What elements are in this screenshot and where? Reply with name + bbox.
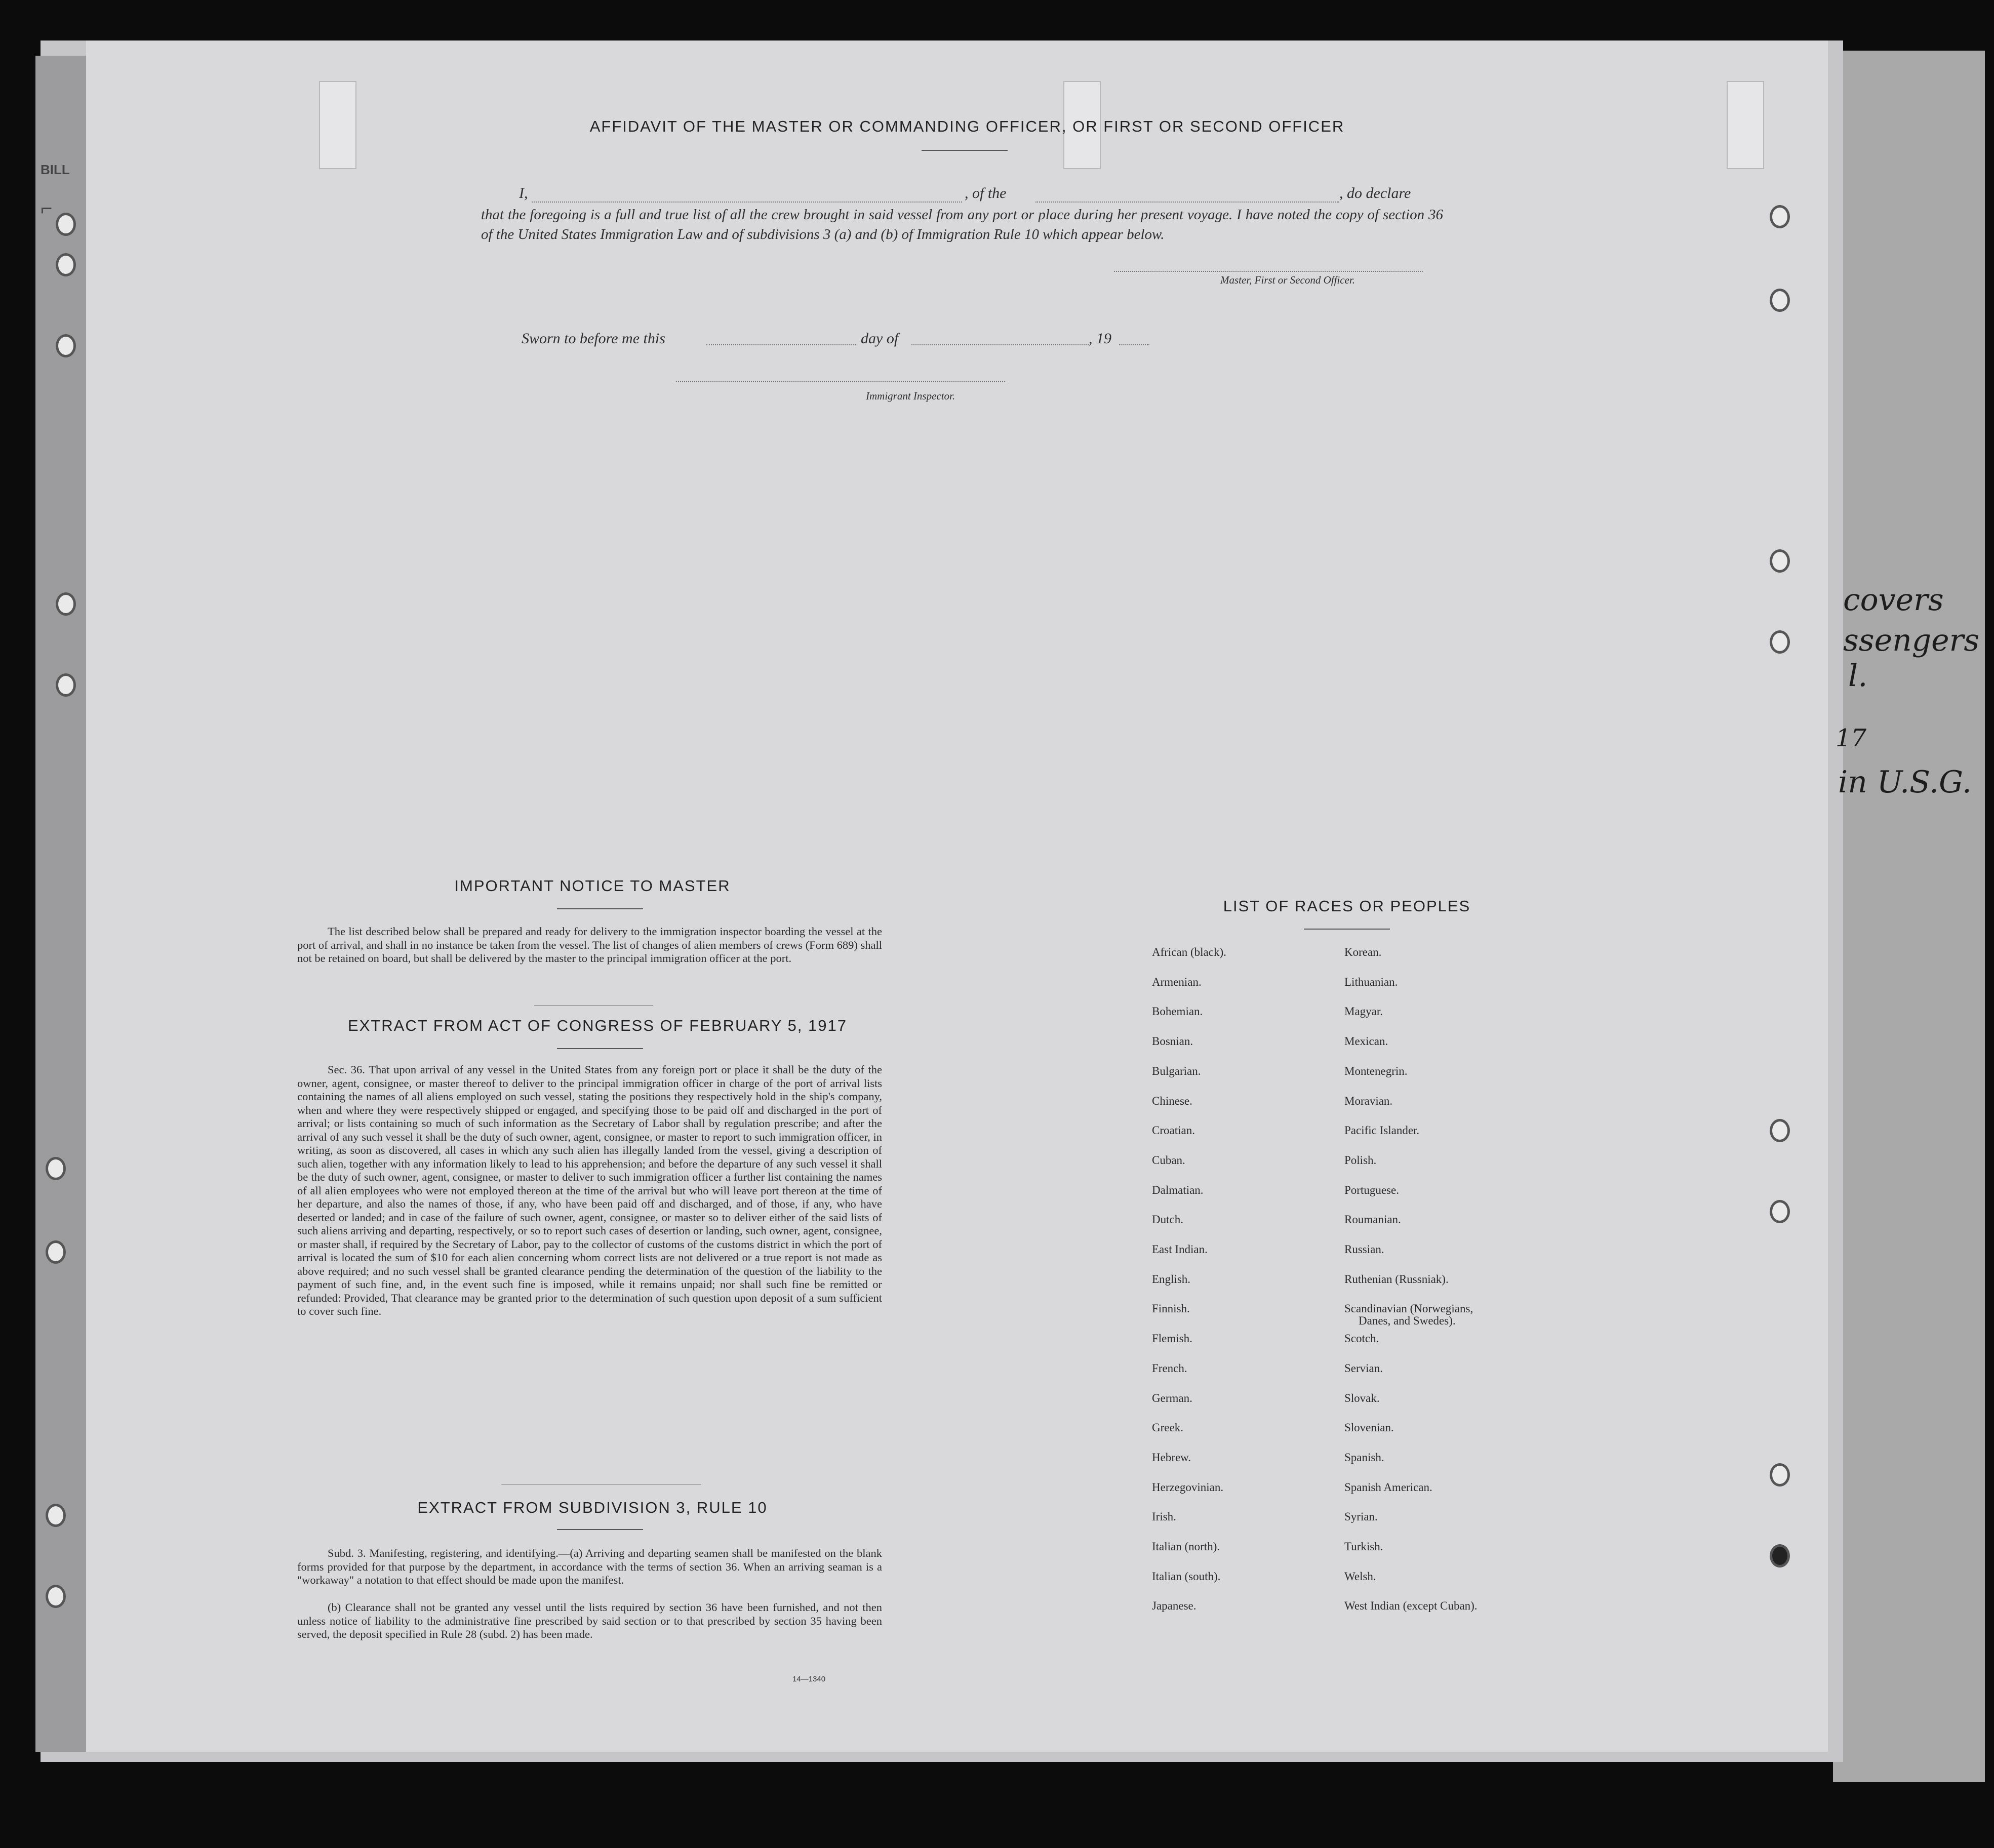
race-item: Italian (north). [1152, 1540, 1220, 1553]
act-text: Sec. 36. That upon arrival of any vessel in the United States from any foreign port or place it shall be the duty of the owner, agent, consignee, or master thereof to deliver to the principal immigration officer in charge of the port of arrival lists containing the names of all aliens employed on such vessel, stating the positions they respectively hold in the ship's company, when and where they were respectively shipped or engaged, and specifying those to be paid off and discharged in the port of arrival; or lists containing so much of such information as the Secretary of Labor shall by regulation prescribe; and after the arrival of any such vessel it shall be the duty of such owner, agent, consignee, or master to report to such immigration officer, in writing, as soon as discovered, all cases in which any such alien has illegally landed from the vessel, giving a description of such alien, together with any information likely to lead to his apprehension; and before the departure of any such vessel it shall be the duty of such owner, agent, consignee, or master to deliver to such immigration officer a further list containing the names of all alien employees who were not employed thereon at the time of the arrival but who will leave port thereon at the time of her departure, and also the names of those, if any, who have been paid off and discharged, and of those, if any, who have deserted or landed; and in case of the failure of such owner, agent, consignee, or master so to deliver either of the said lists of such aliens arriving and departing, respectively, or so to report such cases of desertion or landing, such owner, agent, consignee, or master shall, if required by the Secretary of Labor, pay to the collector of customs of the customs district in which the port of arrival is located the sum of $10 for each alien concerning whom correct lists are not delivered or a true report is not made as above required; and no such vessel shall be granted clearance pending the determination of the question of the liability to the payment of such fine, and, in the event such fine is imposed, while it remains unpaid; nor shall such fine be remitted or refunded: Provided, That clearance may be granted prior to the determination of such question upon deposit of a sum sufficient to cover such fine. [297, 1063, 882, 1317]
race-item: Greek. [1152, 1421, 1183, 1434]
race-item: Finnish. [1152, 1302, 1190, 1315]
punch-hole [1770, 289, 1790, 312]
punch-hole [56, 334, 76, 357]
race-item: Scandinavian (Norwegians, [1344, 1302, 1473, 1315]
day-of-label: day of [861, 330, 899, 347]
declarant-label: I, [519, 185, 528, 202]
punch-hole [56, 592, 76, 616]
punch-hole [1770, 205, 1790, 228]
punch-hole [1770, 549, 1790, 573]
notice-title: IMPORTANT NOTICE TO MASTER [454, 877, 731, 895]
races-rule [1304, 929, 1390, 930]
punch-hole [46, 1504, 66, 1527]
race-item: Cuban. [1152, 1153, 1185, 1167]
declaration-text: that the foregoing is a full and true list of all the crew brought in said vessel from any port or place during her present voyage. I have noted the copy of section 36 of the United States Immigration Law and of subdivisions 3 (a) and (b) of Immigration Rule 10 which appear below. [481, 207, 1443, 243]
race-item: French. [1152, 1361, 1187, 1375]
race-item: Dalmatian. [1152, 1183, 1204, 1196]
race-item: Flemish. [1152, 1332, 1192, 1345]
section-rule [534, 1005, 653, 1006]
race-item: Japanese. [1152, 1599, 1197, 1613]
race-item: Servian. [1344, 1361, 1383, 1375]
race-item: Irish. [1152, 1510, 1176, 1523]
punch-hole [46, 1240, 66, 1264]
punch-hole [46, 1157, 66, 1180]
race-item: West Indian (except Cuban). [1344, 1599, 1478, 1613]
binding-tab [1727, 81, 1764, 169]
form-page [86, 41, 1828, 1752]
title-rule [922, 150, 1008, 151]
inspector-line [676, 381, 1005, 382]
race-item: Lithuanian. [1344, 975, 1398, 988]
race-item: Syrian. [1344, 1510, 1378, 1523]
sworn-day-blank [706, 344, 856, 345]
signature-line [1114, 271, 1423, 272]
race-item: Hebrew. [1152, 1451, 1191, 1464]
year-label: , 19 [1089, 330, 1111, 347]
race-item: Ruthenian (Russniak). [1344, 1272, 1449, 1285]
margin-handwriting-3: l. [1848, 658, 1868, 694]
sworn-label: Sworn to before me this [522, 330, 665, 347]
punch-hole [1770, 1544, 1790, 1568]
race-item: Welsh. [1344, 1570, 1376, 1583]
vessel-blank [1035, 202, 1339, 203]
left-tab-label: BILL [41, 162, 70, 177]
rule-title: EXTRACT FROM SUBDIVISION 3, RULE 10 [417, 1499, 768, 1516]
race-item: Scotch. [1344, 1332, 1379, 1345]
race-item: Moravian. [1344, 1094, 1393, 1107]
race-item: Polish. [1344, 1153, 1377, 1167]
margin-handwriting-5: in U.S.G. [1838, 765, 1972, 800]
margin-handwriting-2: ssengers [1843, 623, 1980, 658]
race-item: Russian. [1344, 1243, 1384, 1256]
race-item: Armenian. [1152, 975, 1202, 988]
race-item: Bohemian. [1152, 1005, 1203, 1018]
left-tab-mark: ⌐ [41, 197, 53, 220]
race-item: Slovak. [1344, 1391, 1380, 1404]
race-item: Korean. [1344, 946, 1382, 958]
name-blank [532, 202, 962, 203]
race-item: Italian (south). [1152, 1570, 1221, 1583]
race-item: German. [1152, 1391, 1192, 1404]
form-number: 14—1340 [792, 1675, 826, 1683]
race-item: Mexican. [1344, 1035, 1388, 1048]
affidavit-title: AFFIDAVIT OF THE MASTER OR COMMANDING OFFICER, OR FIRST OR SECOND OFFICER [589, 117, 1345, 135]
punch-hole [1770, 1119, 1790, 1142]
race-item: East Indian. [1152, 1243, 1208, 1256]
declare-label: , do declare [1339, 185, 1411, 202]
race-item: Portuguese. [1344, 1183, 1399, 1196]
back-sheet [1833, 51, 1985, 1782]
race-item: Spanish American. [1344, 1480, 1432, 1494]
race-item: Montenegrin. [1344, 1064, 1408, 1077]
notice-text: The list described below shall be prepared and ready for delivery to the immigration inspector boarding the vessel at the port of arrival, and shall in no instance be taken from the vessel. The list of changes of alien members of crews (Form 689) shall not be retained on board, but shall be delivered by the master to the principal immigration officer at the port. [297, 925, 882, 965]
punch-hole [56, 213, 76, 236]
margin-handwriting-1: covers [1843, 582, 1944, 618]
signature-caption: Master, First or Second Officer. [1220, 274, 1355, 286]
races-title: LIST OF RACES OR PEOPLES [1223, 897, 1471, 915]
act-title: EXTRACT FROM ACT OF CONGRESS OF FEBRUARY 5, 1917 [347, 1017, 848, 1034]
rule-text-a: Subd. 3. Manifesting, registering, and identifying.—(a) Arriving and departing seamen shall be manifested on the blank forms provided for that purpose by the department, in accordance with the terms of section 36. When an arriving seaman is a "workaway" a notation to that effect should be made upon the manifest. [297, 1547, 882, 1586]
act-rule [557, 1048, 643, 1049]
race-item: English. [1152, 1272, 1191, 1285]
race-item: Roumanian. [1344, 1213, 1401, 1226]
binding-tab [319, 81, 356, 169]
race-item: Pacific Islander. [1344, 1124, 1420, 1137]
race-item: Chinese. [1152, 1094, 1192, 1107]
sworn-month-blank [911, 344, 1089, 345]
punch-hole [56, 253, 76, 276]
notice-rule [557, 908, 643, 909]
race-item: Spanish. [1344, 1451, 1384, 1464]
punch-hole [1770, 1463, 1790, 1487]
race-item: Magyar. [1344, 1005, 1383, 1018]
race-item: Danes, and Swedes). [1359, 1314, 1456, 1328]
race-item: Slovenian. [1344, 1421, 1394, 1434]
race-item: Bulgarian. [1152, 1064, 1201, 1077]
punch-hole [1770, 1200, 1790, 1223]
race-item: Dutch. [1152, 1213, 1183, 1226]
punch-hole [46, 1585, 66, 1608]
race-item: Croatian. [1152, 1124, 1195, 1137]
rule-rule [557, 1529, 643, 1530]
year-blank [1119, 344, 1149, 345]
race-item: Turkish. [1344, 1540, 1383, 1553]
punch-hole [1770, 630, 1790, 654]
rule-text-b: (b) Clearance shall not be granted any vessel until the lists required by section 36 have been furnished, and not then unless notice of liability to the administrative fine prescribed by said section or to that prescribed by section 35 having been served, the deposit specified in Rule 28 (subd. 2) has been made. [297, 1601, 882, 1640]
margin-handwriting-4: 17 [1836, 724, 1867, 752]
vessel-label: , of the [965, 185, 1007, 202]
race-item: African (black). [1152, 946, 1226, 958]
inspector-caption: Immigrant Inspector. [866, 390, 955, 402]
race-item: Herzegovinian. [1152, 1480, 1224, 1494]
punch-hole [56, 673, 76, 697]
race-item: Bosnian. [1152, 1035, 1193, 1048]
